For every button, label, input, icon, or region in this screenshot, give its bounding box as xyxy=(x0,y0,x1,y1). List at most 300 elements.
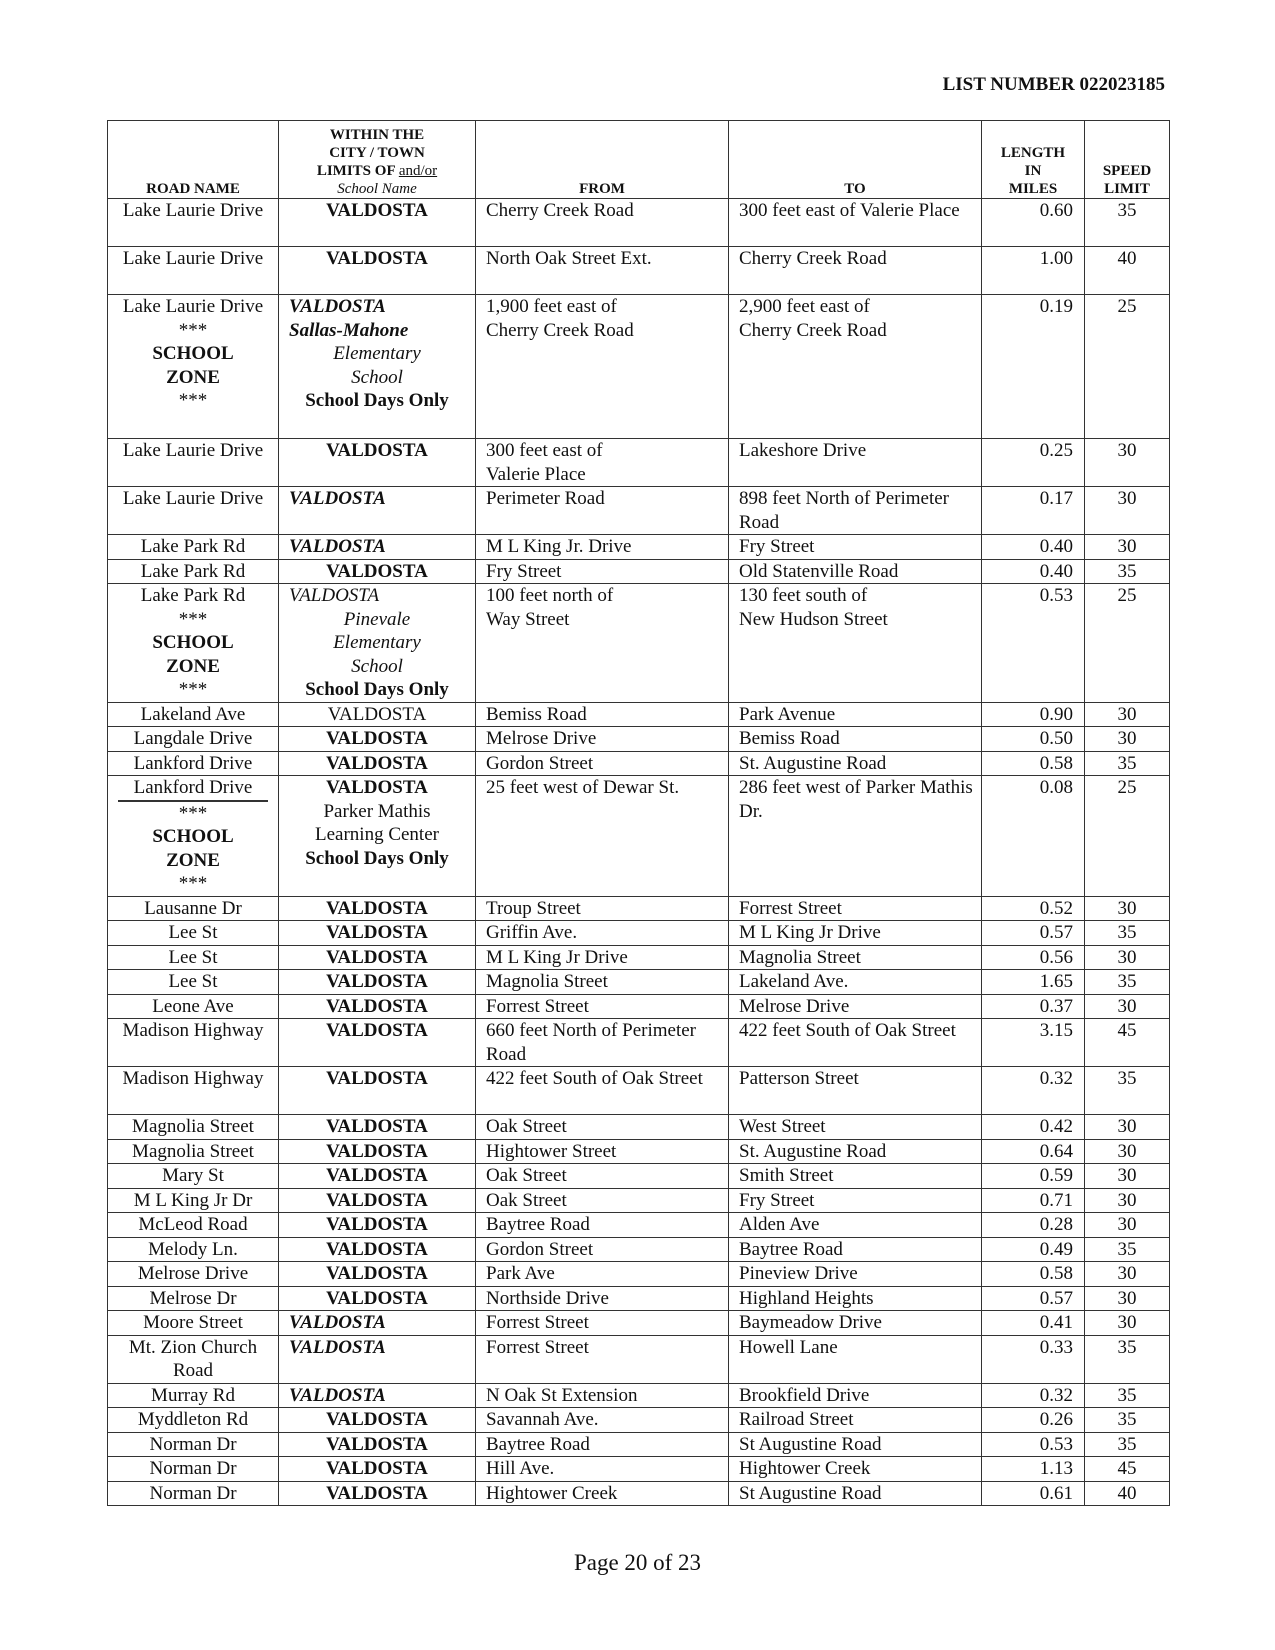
speed-limit: 25 xyxy=(1085,776,1170,897)
city: VALDOSTA xyxy=(289,536,386,557)
table-row xyxy=(108,199,1170,247)
speed-limit: 35 xyxy=(1085,1335,1170,1383)
to: West Street xyxy=(729,1115,982,1140)
speed-limit: 30 xyxy=(1085,487,1170,535)
to: Alden Ave xyxy=(729,1213,982,1238)
from: Park Ave xyxy=(476,1262,729,1287)
length-miles: 0.50 xyxy=(982,727,1085,752)
road-name: Moore Street xyxy=(108,1311,279,1336)
table-row xyxy=(108,1019,1170,1067)
length-miles: 0.49 xyxy=(982,1237,1085,1262)
to: Bemiss Road xyxy=(729,727,982,752)
from: Oak Street xyxy=(476,1164,729,1189)
length-miles: 0.53 xyxy=(982,1432,1085,1457)
zone-stars-end: *** xyxy=(178,873,208,894)
city: VALDOSTA xyxy=(279,1237,476,1262)
speed-limit: 30 xyxy=(1085,1262,1170,1287)
city: VALDOSTA xyxy=(279,1432,476,1457)
length-miles: 0.40 xyxy=(982,535,1085,560)
length-miles: 1.00 xyxy=(982,247,1085,295)
from: Forrest Street xyxy=(476,1335,729,1383)
from: Forrest Street xyxy=(476,994,729,1019)
road-name: Mary St xyxy=(108,1164,279,1189)
from: North Oak Street Ext. xyxy=(476,247,729,295)
length-miles: 0.42 xyxy=(982,1115,1085,1140)
to: Pineview Drive xyxy=(729,1262,982,1287)
length-miles: 0.25 xyxy=(982,439,1085,487)
speed-limit: 30 xyxy=(1085,994,1170,1019)
school-label: SCHOOL xyxy=(152,343,234,364)
zone-stars-end: *** xyxy=(178,679,208,700)
speed-limit: 30 xyxy=(1085,727,1170,752)
city: VALDOSTA xyxy=(279,1067,476,1115)
header-length-line-1: LENGTH xyxy=(1000,145,1066,161)
table-row xyxy=(108,1311,1170,1336)
table-row xyxy=(108,1408,1170,1433)
to: St Augustine Road xyxy=(729,1481,982,1506)
speed-limit: 35 xyxy=(1085,1383,1170,1408)
to: Magnolia Street xyxy=(729,945,982,970)
school-days: School Days Only xyxy=(305,390,449,411)
header-from: FROM xyxy=(476,121,729,199)
from: Perimeter Road xyxy=(476,487,729,535)
to-line-1: 2,900 feet east of xyxy=(739,296,870,317)
speed-limit: 35 xyxy=(1085,1408,1170,1433)
table-row xyxy=(108,945,1170,970)
city-cell xyxy=(279,535,476,560)
road-name: Norman Dr xyxy=(108,1457,279,1482)
length-miles: 0.59 xyxy=(982,1164,1085,1189)
table-row xyxy=(108,1115,1170,1140)
length-miles: 0.19 xyxy=(982,295,1085,439)
list-number: LIST NUMBER 022023185 xyxy=(942,74,1165,95)
table-row-school-zone xyxy=(108,295,1170,439)
city-cell xyxy=(279,1311,476,1336)
length-miles: 0.60 xyxy=(982,199,1085,247)
city: VALDOSTA xyxy=(289,1312,386,1333)
road-name: Lake Laurie Drive xyxy=(122,296,264,317)
header-row xyxy=(108,121,1170,199)
table-row xyxy=(108,1286,1170,1311)
to-line-2: New Hudson Street xyxy=(739,608,888,630)
from: M L King Jr Drive xyxy=(476,945,729,970)
city: VALDOSTA xyxy=(279,921,476,946)
table-row xyxy=(108,1335,1170,1383)
speed-limit: 25 xyxy=(1085,295,1170,439)
table-row xyxy=(108,896,1170,921)
school-label: SCHOOL xyxy=(152,632,234,653)
zone-label: ZONE xyxy=(166,849,220,871)
city: VALDOSTA xyxy=(326,777,428,798)
to: St. Augustine Road xyxy=(729,751,982,776)
page-number: Page 20 of 23 xyxy=(573,1550,702,1575)
length-miles: 0.61 xyxy=(982,1481,1085,1506)
table-row xyxy=(108,535,1170,560)
speed-limit: 40 xyxy=(1085,247,1170,295)
road-name: Melody Ln. xyxy=(108,1237,279,1262)
header-length-line-3: MILES xyxy=(1008,181,1058,197)
from: Troup Street xyxy=(476,896,729,921)
speed-limit: 30 xyxy=(1085,1311,1170,1336)
zone-label: ZONE xyxy=(166,655,220,677)
city: VALDOSTA xyxy=(279,945,476,970)
from: Oak Street xyxy=(476,1188,729,1213)
header-to: TO xyxy=(729,121,982,199)
city: VALDOSTA xyxy=(279,1164,476,1189)
length-miles: 0.90 xyxy=(982,702,1085,727)
from: 422 feet South of Oak Street xyxy=(476,1067,729,1115)
from: Baytree Road xyxy=(476,1213,729,1238)
city-cell xyxy=(279,1383,476,1408)
from-line-2: Way Street xyxy=(486,608,570,630)
from: Gordon Street xyxy=(476,1237,729,1262)
table-row xyxy=(108,1188,1170,1213)
header-speed-line-1: SPEED xyxy=(1102,163,1152,179)
city: VALDOSTA xyxy=(289,585,380,606)
road-name: Lankford Drive xyxy=(118,776,268,802)
to: Old Statenville Road xyxy=(729,559,982,584)
to-cell xyxy=(729,295,982,439)
header-within-andor: and/or xyxy=(398,163,438,179)
road-name: Lakeland Ave xyxy=(108,702,279,727)
from-line-2: Valerie Place xyxy=(486,463,586,485)
from-line-2: Cherry Creek Road xyxy=(486,319,634,341)
road-name: Lake Laurie Drive xyxy=(108,487,279,535)
length-miles: 0.32 xyxy=(982,1067,1085,1115)
table-row xyxy=(108,1262,1170,1287)
road-name: Lake Laurie Drive xyxy=(108,439,279,487)
road-name: Norman Dr xyxy=(108,1432,279,1457)
city: VALDOSTA xyxy=(279,994,476,1019)
city: VALDOSTA xyxy=(279,559,476,584)
table-row xyxy=(108,439,1170,487)
to: St. Augustine Road xyxy=(729,1139,982,1164)
header-speed-line-2: LIMIT xyxy=(1104,181,1150,197)
table-row xyxy=(108,702,1170,727)
from: Hill Ave. xyxy=(476,1457,729,1482)
road-name-cell xyxy=(108,295,279,439)
header-within-line-2: CITY / TOWN xyxy=(329,145,425,161)
to: Railroad Street xyxy=(729,1408,982,1433)
speed-limit: 30 xyxy=(1085,896,1170,921)
school-type: Learning Center xyxy=(315,824,439,845)
speed-limit: 35 xyxy=(1085,1432,1170,1457)
speed-limit: 25 xyxy=(1085,584,1170,703)
city: VALDOSTA xyxy=(279,1139,476,1164)
to: Howell Lane xyxy=(729,1335,982,1383)
length-miles: 0.53 xyxy=(982,584,1085,703)
city: VALDOSTA xyxy=(289,488,386,509)
road-name: Magnolia Street xyxy=(108,1139,279,1164)
road-name: McLeod Road xyxy=(108,1213,279,1238)
length-miles: 0.56 xyxy=(982,945,1085,970)
to: Park Avenue xyxy=(729,702,982,727)
city: VALDOSTA xyxy=(279,1457,476,1482)
to: Cherry Creek Road xyxy=(729,247,982,295)
table-row xyxy=(108,1237,1170,1262)
school-word: School xyxy=(351,366,403,388)
zone-stars: *** xyxy=(178,608,208,630)
speed-limit: 30 xyxy=(1085,1115,1170,1140)
length-miles: 0.41 xyxy=(982,1311,1085,1336)
city-cell xyxy=(279,776,476,897)
from-cell xyxy=(476,584,729,703)
road-name: Lake Park Rd xyxy=(108,535,279,560)
from: Gordon Street xyxy=(476,751,729,776)
speed-limit: 30 xyxy=(1085,535,1170,560)
speed-limit: 35 xyxy=(1085,751,1170,776)
road-name: Leone Ave xyxy=(108,994,279,1019)
speed-limit: 35 xyxy=(1085,1237,1170,1262)
road-name-cell xyxy=(108,776,279,897)
speed-limit: 35 xyxy=(1085,1067,1170,1115)
school-type: Elementary xyxy=(333,343,421,364)
from: M L King Jr. Drive xyxy=(476,535,729,560)
road-name: Murray Rd xyxy=(108,1383,279,1408)
from: Bemiss Road xyxy=(476,702,729,727)
table-row xyxy=(108,970,1170,995)
from: Oak Street xyxy=(476,1115,729,1140)
city: VALDOSTA xyxy=(279,896,476,921)
length-miles: 0.28 xyxy=(982,1213,1085,1238)
to: Fry Street xyxy=(729,535,982,560)
road-name: M L King Jr Dr xyxy=(108,1188,279,1213)
school-days: School Days Only xyxy=(305,847,449,869)
length-miles: 0.52 xyxy=(982,896,1085,921)
school-name: Pinevale xyxy=(343,608,411,630)
to-cell xyxy=(729,584,982,703)
city-cell xyxy=(279,584,476,703)
length-miles: 0.57 xyxy=(982,921,1085,946)
city: VALDOSTA xyxy=(289,1384,386,1406)
from: Griffin Ave. xyxy=(476,921,729,946)
city-cell xyxy=(279,295,476,439)
from: Forrest Street xyxy=(476,1311,729,1336)
from-cell xyxy=(476,439,729,487)
speed-limit: 35 xyxy=(1085,559,1170,584)
city: VALDOSTA xyxy=(279,1019,476,1067)
table-row xyxy=(108,559,1170,584)
to: Smith Street xyxy=(729,1164,982,1189)
speed-limit: 30 xyxy=(1085,1139,1170,1164)
from: Savannah Ave. xyxy=(476,1408,729,1433)
city: VALDOSTA xyxy=(279,1481,476,1506)
length-miles: 0.57 xyxy=(982,1286,1085,1311)
to: Fry Street xyxy=(729,1188,982,1213)
to: Brookfield Drive xyxy=(729,1383,982,1408)
table-row xyxy=(108,1067,1170,1115)
from: 25 feet west of Dewar St. xyxy=(476,776,729,897)
to: M L King Jr Drive xyxy=(729,921,982,946)
table-row xyxy=(108,1383,1170,1408)
length-miles: 0.58 xyxy=(982,1262,1085,1287)
road-name: Langdale Drive xyxy=(108,727,279,752)
city: VALDOSTA xyxy=(279,702,476,727)
speed-limit: 45 xyxy=(1085,1457,1170,1482)
city: VALDOSTA xyxy=(279,727,476,752)
road-name: Melrose Drive xyxy=(108,1262,279,1287)
from: Magnolia Street xyxy=(476,970,729,995)
city: VALDOSTA xyxy=(279,247,476,295)
length-miles: 0.17 xyxy=(982,487,1085,535)
to: Hightower Creek xyxy=(729,1457,982,1482)
road-name: Myddleton Rd xyxy=(108,1408,279,1433)
school-name: Parker Mathis xyxy=(323,800,431,822)
city: VALDOSTA xyxy=(279,1286,476,1311)
to-line-2: Cherry Creek Road xyxy=(739,319,887,341)
from: Melrose Drive xyxy=(476,727,729,752)
length-miles: 0.37 xyxy=(982,994,1085,1019)
table-row xyxy=(108,1457,1170,1482)
table-row xyxy=(108,247,1170,295)
to: 286 feet west of Parker Mathis Dr. xyxy=(729,776,982,897)
school-name: Sallas-Mahone xyxy=(289,319,409,341)
to: Highland Heights xyxy=(729,1286,982,1311)
header-within-line-1: WITHIN THE xyxy=(329,127,425,143)
length-miles: 1.13 xyxy=(982,1457,1085,1482)
to: 422 feet South of Oak Street xyxy=(729,1019,982,1067)
to: 898 feet North of Perimeter Road xyxy=(729,487,982,535)
city: VALDOSTA xyxy=(279,970,476,995)
speed-limit: 35 xyxy=(1085,970,1170,995)
from-line-1: 300 feet east of xyxy=(486,440,603,461)
header-within-line-3 xyxy=(282,162,472,180)
length-miles: 0.33 xyxy=(982,1335,1085,1383)
length-miles: 1.65 xyxy=(982,970,1085,995)
road-name: Melrose Dr xyxy=(108,1286,279,1311)
to: Lakeland Ave. xyxy=(729,970,982,995)
road-name: Lee St xyxy=(108,970,279,995)
table-row-school-zone xyxy=(108,776,1170,897)
speed-limit: 30 xyxy=(1085,1188,1170,1213)
road-name: Lee St xyxy=(108,945,279,970)
road-name: Mt. Zion Church Road xyxy=(108,1335,279,1383)
header-speed xyxy=(1085,121,1170,199)
road-name-cell xyxy=(108,584,279,703)
speed-limit-table xyxy=(107,120,1170,1506)
road-name: Magnolia Street xyxy=(108,1115,279,1140)
road-name: Norman Dr xyxy=(108,1481,279,1506)
speed-limit: 40 xyxy=(1085,1481,1170,1506)
length-miles: 0.71 xyxy=(982,1188,1085,1213)
table-row xyxy=(108,994,1170,1019)
speed-limit: 35 xyxy=(1085,199,1170,247)
speed-limit: 30 xyxy=(1085,439,1170,487)
to: Forrest Street xyxy=(729,896,982,921)
zone-stars-end: *** xyxy=(178,390,208,411)
header-within-school: School Name xyxy=(337,181,417,197)
road-name: Lankford Drive xyxy=(108,751,279,776)
table-row xyxy=(108,727,1170,752)
speed-limit: 30 xyxy=(1085,1164,1170,1189)
table-row xyxy=(108,1432,1170,1457)
road-name: Madison Highway xyxy=(108,1019,279,1067)
zone-stars: *** xyxy=(178,319,208,341)
from: Hightower Creek xyxy=(476,1481,729,1506)
zone-stars: *** xyxy=(178,802,208,824)
table-row xyxy=(108,487,1170,535)
school-word: School xyxy=(351,655,403,677)
from-line-1: 1,900 feet east of xyxy=(486,296,617,317)
to-line-1: 130 feet south of xyxy=(739,585,868,606)
speed-limit: 30 xyxy=(1085,702,1170,727)
header-length xyxy=(982,121,1085,199)
length-miles: 0.40 xyxy=(982,559,1085,584)
school-days: School Days Only xyxy=(305,679,449,700)
length-miles: 0.64 xyxy=(982,1139,1085,1164)
header-road-name: ROAD NAME xyxy=(108,121,279,199)
to: Melrose Drive xyxy=(729,994,982,1019)
road-name: Lake Park Rd xyxy=(108,559,279,584)
to: Baytree Road xyxy=(729,1237,982,1262)
school-type: Elementary xyxy=(333,632,421,653)
road-name: Lake Park Rd xyxy=(140,585,246,606)
road-name: Lake Laurie Drive xyxy=(108,247,279,295)
city: VALDOSTA xyxy=(289,296,386,317)
from: Baytree Road xyxy=(476,1432,729,1457)
city: VALDOSTA xyxy=(279,199,476,247)
to: Lakeshore Drive xyxy=(729,439,982,487)
city: VALDOSTA xyxy=(279,751,476,776)
speed-limit: 45 xyxy=(1085,1019,1170,1067)
speed-limit: 35 xyxy=(1085,921,1170,946)
city: VALDOSTA xyxy=(279,1408,476,1433)
zone-label: ZONE xyxy=(166,366,220,388)
city-cell xyxy=(279,1335,476,1383)
from: Cherry Creek Road xyxy=(476,199,729,247)
length-miles: 3.15 xyxy=(982,1019,1085,1067)
length-miles: 0.58 xyxy=(982,751,1085,776)
table-row xyxy=(108,751,1170,776)
city: VALDOSTA xyxy=(289,1336,386,1358)
table-row xyxy=(108,1213,1170,1238)
speed-limit: 30 xyxy=(1085,1213,1170,1238)
school-label: SCHOOL xyxy=(152,826,234,847)
length-miles: 0.32 xyxy=(982,1383,1085,1408)
road-name: Madison Highway xyxy=(108,1067,279,1115)
header-within-limits: LIMITS OF xyxy=(316,163,399,179)
speed-limit: 30 xyxy=(1085,945,1170,970)
to: 300 feet east of Valerie Place xyxy=(729,199,982,247)
city: VALDOSTA xyxy=(279,439,476,487)
road-name: Lausanne Dr xyxy=(108,896,279,921)
to: St Augustine Road xyxy=(729,1432,982,1457)
table-row xyxy=(108,921,1170,946)
header-within xyxy=(279,121,476,199)
from: N Oak St Extension xyxy=(476,1383,729,1408)
road-name: Lake Laurie Drive xyxy=(108,199,279,247)
length-miles: 0.26 xyxy=(982,1408,1085,1433)
from: Hightower Street xyxy=(476,1139,729,1164)
table-row-school-zone xyxy=(108,584,1170,703)
table-row xyxy=(108,1164,1170,1189)
to: Baymeadow Drive xyxy=(729,1311,982,1336)
road-name: Lee St xyxy=(108,921,279,946)
city: VALDOSTA xyxy=(279,1115,476,1140)
city-cell xyxy=(279,487,476,535)
table-row xyxy=(108,1481,1170,1506)
from: Fry Street xyxy=(476,559,729,584)
to: Patterson Street xyxy=(729,1067,982,1115)
length-miles: 0.08 xyxy=(982,776,1085,897)
from: Northside Drive xyxy=(476,1286,729,1311)
city: VALDOSTA xyxy=(279,1262,476,1287)
table-row xyxy=(108,1139,1170,1164)
speed-limit: 30 xyxy=(1085,1286,1170,1311)
from-line-1: 100 feet north of xyxy=(486,585,614,606)
city: VALDOSTA xyxy=(279,1188,476,1213)
city: VALDOSTA xyxy=(279,1213,476,1238)
